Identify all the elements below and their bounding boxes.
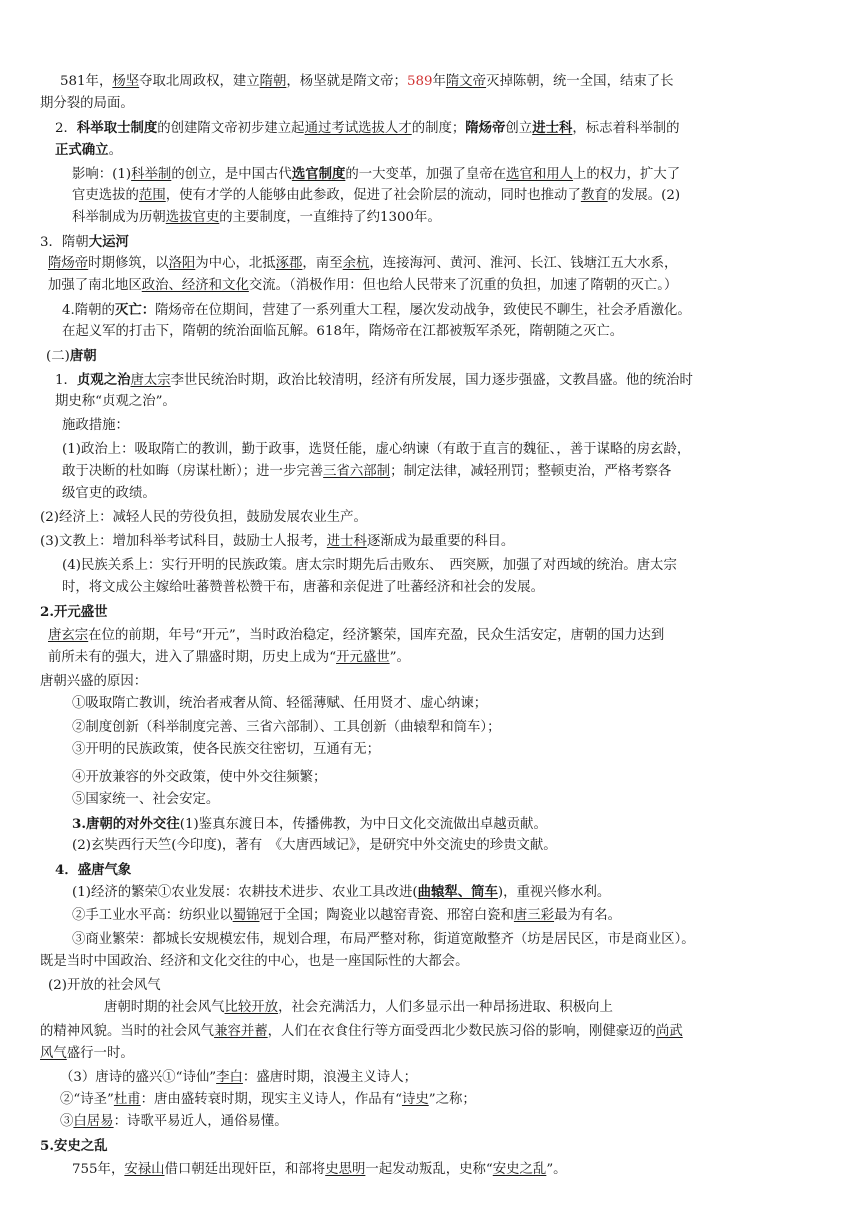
underlined-term: 政治、经济和文化 [141,278,249,293]
text-line [55,859,131,882]
text-segment: 借口朝廷出现奸臣，和部将 [164,1162,326,1177]
text-line [48,275,677,297]
bold-term: 大运河 [88,234,129,250]
text-segment: 期分裂的局面。 [40,96,134,111]
text-segment: ”。 [389,650,410,665]
underlined-term: 隋炀帝 [48,256,89,271]
text-segment: (2)开放的社会风气 [48,978,161,993]
bold-term: 2.开元盛世 [40,604,108,620]
underlined-term: 比较开放 [224,1000,279,1015]
text-segment: (4)民族关系上：实行开明的民族政策。唐太宗时期先后击败东、 西突厥，加强了对西域的统治。唐太宗 [62,558,677,573]
text-line [72,1159,567,1181]
text-segment: 隋炀帝在位期间，营建了一系列重大工程，屡次发动战争，致使民不聊生，社会矛盾激化。 [155,303,691,318]
text-line [72,693,487,715]
underlined-term: 隋朝 [259,74,287,89]
text-line [62,439,690,461]
text-segment: 的创立，是中国古代 [171,167,292,182]
text-segment: (3)文教上：增加科举考试科目，鼓励士人报考， [40,534,327,549]
text-segment: 上的权力，扩大了 [573,167,681,182]
text-line [40,671,147,693]
text-segment: （3）唐诗的盛兴①“诗仙” [60,1070,217,1085]
text-segment: ，人们在衣食住行等方面受西北少数民族习俗的影响，刚健豪迈的 [267,1024,656,1039]
text-segment: 581年， [60,74,113,89]
text-segment: ⑤国家统一、社会安定。 [72,792,220,807]
text-line [62,461,671,483]
underlined-term: 三省六部制 [323,464,391,479]
text-segment: 最为有名。 [554,908,622,923]
text-segment: ：诗歌平易近人，通俗易懂。 [113,1114,288,1129]
text-segment: 的发展。(2) [607,188,681,203]
text-segment: ，南至 [302,256,343,271]
text-line [72,813,547,836]
text-segment: (1)鉴真东渡日本，传播佛教，为中日文化交流做出卓越贡献。 [179,817,547,832]
underlined-term: 进士科 [326,534,367,549]
text-segment: 年 [432,74,446,89]
text-segment: ，社会充满活力，人们多显示出一种昂扬进取、积极向上 [278,1000,613,1015]
text-line [40,507,367,529]
text-segment: ，标志着科举制的 [572,121,680,136]
text-segment: ③商业繁荣：都城长安规模宏伟，规划合理，布局严整对称，街道宽敞整齐（坊是居民区，市是商业区）。 [72,932,695,947]
text-segment: 时，将文成公主嫁给吐蕃赞普松赞干布，唐蕃和亲促进了吐蕃经济和社会的发展。 [62,580,545,595]
underlined-term: 尚武 [655,1024,683,1039]
underlined-term: 范围 [138,188,166,203]
bold-term: 唐朝 [69,348,97,364]
text-segment: 时期修筑，以 [88,256,169,271]
text-segment: )，重视兴修水利。 [497,885,611,900]
text-segment: ，连接海河、黄河、淮河、长江、钱塘江五大水系， [369,256,678,271]
text-line [72,739,380,761]
text-line [72,767,326,789]
text-segment: 灭掉陈朝，统一全国，结束了长 [486,74,674,89]
underlined-term: 教育 [580,188,608,203]
underlined-term: 唐三彩 [513,908,555,923]
underlined-term: 兼容并蓄 [214,1024,268,1039]
text-segment: 李世民统治时期，政治比较清明，经济有所发展，国力逐步强盛，文教昌盛。他的统治时 [170,373,693,388]
text-segment: 一起发动叛乱，史称“ [365,1162,493,1177]
text-line [55,139,122,162]
text-line [48,253,677,275]
text-segment: 夺取北周政权，建立 [139,74,260,89]
underlined-term: 进士科 [532,120,573,136]
underlined-term: 余杭 [342,256,370,271]
text-line [72,185,680,207]
text-segment: 敢于决断的杜如晦（房谋杜断）；进一步完善 [62,464,324,479]
text-line [62,577,544,599]
underlined-term: 唐太宗 [130,373,171,388]
text-segment: 2． [55,121,77,136]
text-segment: ：盛唐时期，浪漫主义诗人； [242,1070,417,1085]
text-line [40,1135,108,1158]
underlined-term: 洛阳 [168,256,196,271]
text-segment: ②制度创新（科举制度完善、三省六部制）、工具创新（曲辕犁和筒车）； [72,720,501,735]
bold-term: 5.安史之乱 [40,1138,108,1154]
text-line [40,93,134,115]
text-segment: 既是当时中国政治、经济和文化交往的中心，也是一座国际性的大都会。 [40,954,469,969]
underlined-term: 科举制 [131,167,172,182]
text-line [72,789,219,811]
text-segment: ②手工业水平高：纺织业以 [72,908,233,923]
text-segment: 755年， [72,1162,125,1177]
underlined-term: 开元盛世 [336,650,390,665]
text-line [62,321,623,343]
text-segment: 官吏选拔的 [72,188,139,203]
text-line [60,1089,476,1111]
text-segment: 的精神风貌。当时的社会风气 [40,1024,215,1039]
text-segment: ；制定法律，减轻刑罚；整顿吏治，严格考察各 [390,464,672,479]
text-line [62,555,677,577]
text-segment: 1． [55,373,77,388]
text-segment: ②“诗圣” [60,1092,114,1107]
text-segment: ”。 [546,1162,567,1177]
text-line [72,163,680,186]
text-line [55,117,680,140]
text-segment: 施政措施： [62,418,129,433]
underlined-term: 隋文帝 [445,74,487,89]
text-segment: 4.隋朝的 [62,303,115,318]
text-line [48,625,664,647]
text-segment: 级官吏的政绩。 [62,486,156,501]
text-line [72,929,695,951]
text-line [55,391,176,413]
text-line [72,717,501,739]
text-line [48,647,410,669]
text-segment: 创立 [505,121,533,136]
underlined-term: 蜀锦 [232,908,260,923]
underlined-term: 白居易 [73,1114,114,1129]
text-segment: (1)经济的繁荣①农业发展：农耕技术进步、农业工具改进( [72,885,418,900]
text-segment: 为中心，北抵 [195,256,276,271]
underlined-term: 杨坚 [112,74,140,89]
text-segment: 在起义军的打击下，隋朝的统治面临瓦解。618年，隋炀帝在江都被叛军杀死，隋朝随之灭亡。 [62,324,624,339]
underlined-term: 风气 [40,1046,67,1061]
underlined-term: 选拔官吏 [165,210,220,225]
text-segment: ④开放兼容的外交政策，使中外交往频繁； [72,770,327,785]
bold-term: 3.唐朝的对外交往 [72,816,180,832]
text-segment: 影响：(1) [72,167,132,182]
text-line [104,997,613,1019]
text-line [46,345,97,368]
text-segment: 逐渐成为最重要的科目。 [366,534,515,549]
text-segment: (2)玄奘西行天竺(今印度)，著有 《大唐西域记》，是研究中外交流史的珍贵文献。 [72,838,557,853]
text-segment: 唐朝兴盛的原因： [40,674,148,689]
text-line [40,1043,134,1065]
text-segment: ③开明的民族政策，使各民族交往密切，互通有无； [72,742,380,757]
text-segment: ①吸取隋亡教训，统治者戒奢从简、轻徭薄赋、任用贤才、虚心纳谏； [72,696,488,711]
text-segment: 期史称“贞观之治”。 [55,394,176,409]
text-segment: 的主要制度，一直维持了约1300年。 [219,210,441,225]
text-segment: ，使有才学的人能够由此参政，促进了社会阶层的流动，同时也推动了 [165,188,581,203]
text-line [62,299,691,322]
underlined-term: 安禄山 [124,1162,165,1177]
text-segment: 在位的前期，年号“开元”，当时政治稳定，经济繁荣，国库充盈，民众生活安定，唐朝的国力达到 [88,628,665,643]
bold-term: 灭亡： [114,302,156,318]
text-line [62,415,129,437]
text-line [40,951,469,973]
text-segment: ”之称； [428,1092,476,1107]
underlined-term: 唐玄宗 [48,628,89,643]
text-line [62,483,156,505]
text-line [40,1021,683,1043]
text-segment: 加强了南北地区 [48,278,142,293]
underlined-term: 诗史 [401,1092,429,1107]
underlined-term: 曲辕犁、筒车 [417,884,498,900]
underlined-term: 安史之乱 [492,1162,547,1177]
bold-term: 4．盛唐气象 [55,862,132,878]
text-segment: (1)政治上：吸取隋亡的教训，勤于政事，选贤任能，虚心纳谏（有敢于直言的魏征、，善于谋略的房玄龄， [62,442,691,457]
text-line [40,531,514,553]
text-segment: 的创建隋文帝初步建立起 [157,121,305,136]
text-segment: (二) [46,349,70,364]
text-segment: 的制度； [411,121,466,136]
text-line [48,975,161,997]
text-segment: ③ [60,1114,74,1129]
text-segment: 盛行一时。 [66,1046,134,1061]
text-segment: 唐朝时期的社会风气 [104,1000,225,1015]
bold-term: 隋炀帝 [465,120,506,136]
text-line [72,835,557,857]
text-segment: (2)经济上：减轻人民的劳役负担，鼓励发展农业生产。 [40,510,367,525]
text-segment: ，杨坚就是隋文帝； [286,74,407,89]
text-line [60,1067,417,1089]
text-segment: 科举制成为历朝 [72,210,166,225]
text-segment: 。 [108,143,122,158]
underlined-term: 选官和用人 [506,167,574,182]
text-line [55,369,693,392]
bold-term: 科举取士制度 [76,120,158,136]
text-line [40,231,129,254]
text-segment: 3．隋朝 [40,235,89,250]
text-segment: 前所未有的强大，进入了鼎盛时期，历史上成为“ [48,650,337,665]
text-segment: 589 [406,74,433,89]
text-line [60,71,674,93]
text-segment: 的一大变革，加强了皇帝在 [345,167,507,182]
underlined-term: 李白 [216,1070,243,1085]
text-line [60,1111,288,1133]
bold-term: 正式确立 [55,142,109,158]
text-line [72,905,621,927]
text-segment: ：唐由盛转衰时期，现实主义诗人，作品有“ [140,1092,402,1107]
text-segment: 冠于全国；陶瓷业以越窑青瓷、邢窑白瓷和 [259,908,514,923]
bold-term: 贞观之治 [76,372,131,388]
text-line [72,881,610,904]
underlined-term: 通过考试选拔人才 [304,121,412,136]
text-line [40,601,108,624]
underlined-term: 选官制度 [291,166,346,182]
underlined-term: 涿郡 [275,256,303,271]
underlined-term: 史思明 [325,1162,366,1177]
underlined-term: 杜甫 [113,1092,141,1107]
text-segment: 交流。（消极作用：但也给人民带来了沉重的负担，加速了隋朝的灭亡。） [248,278,678,293]
text-line [72,207,441,229]
